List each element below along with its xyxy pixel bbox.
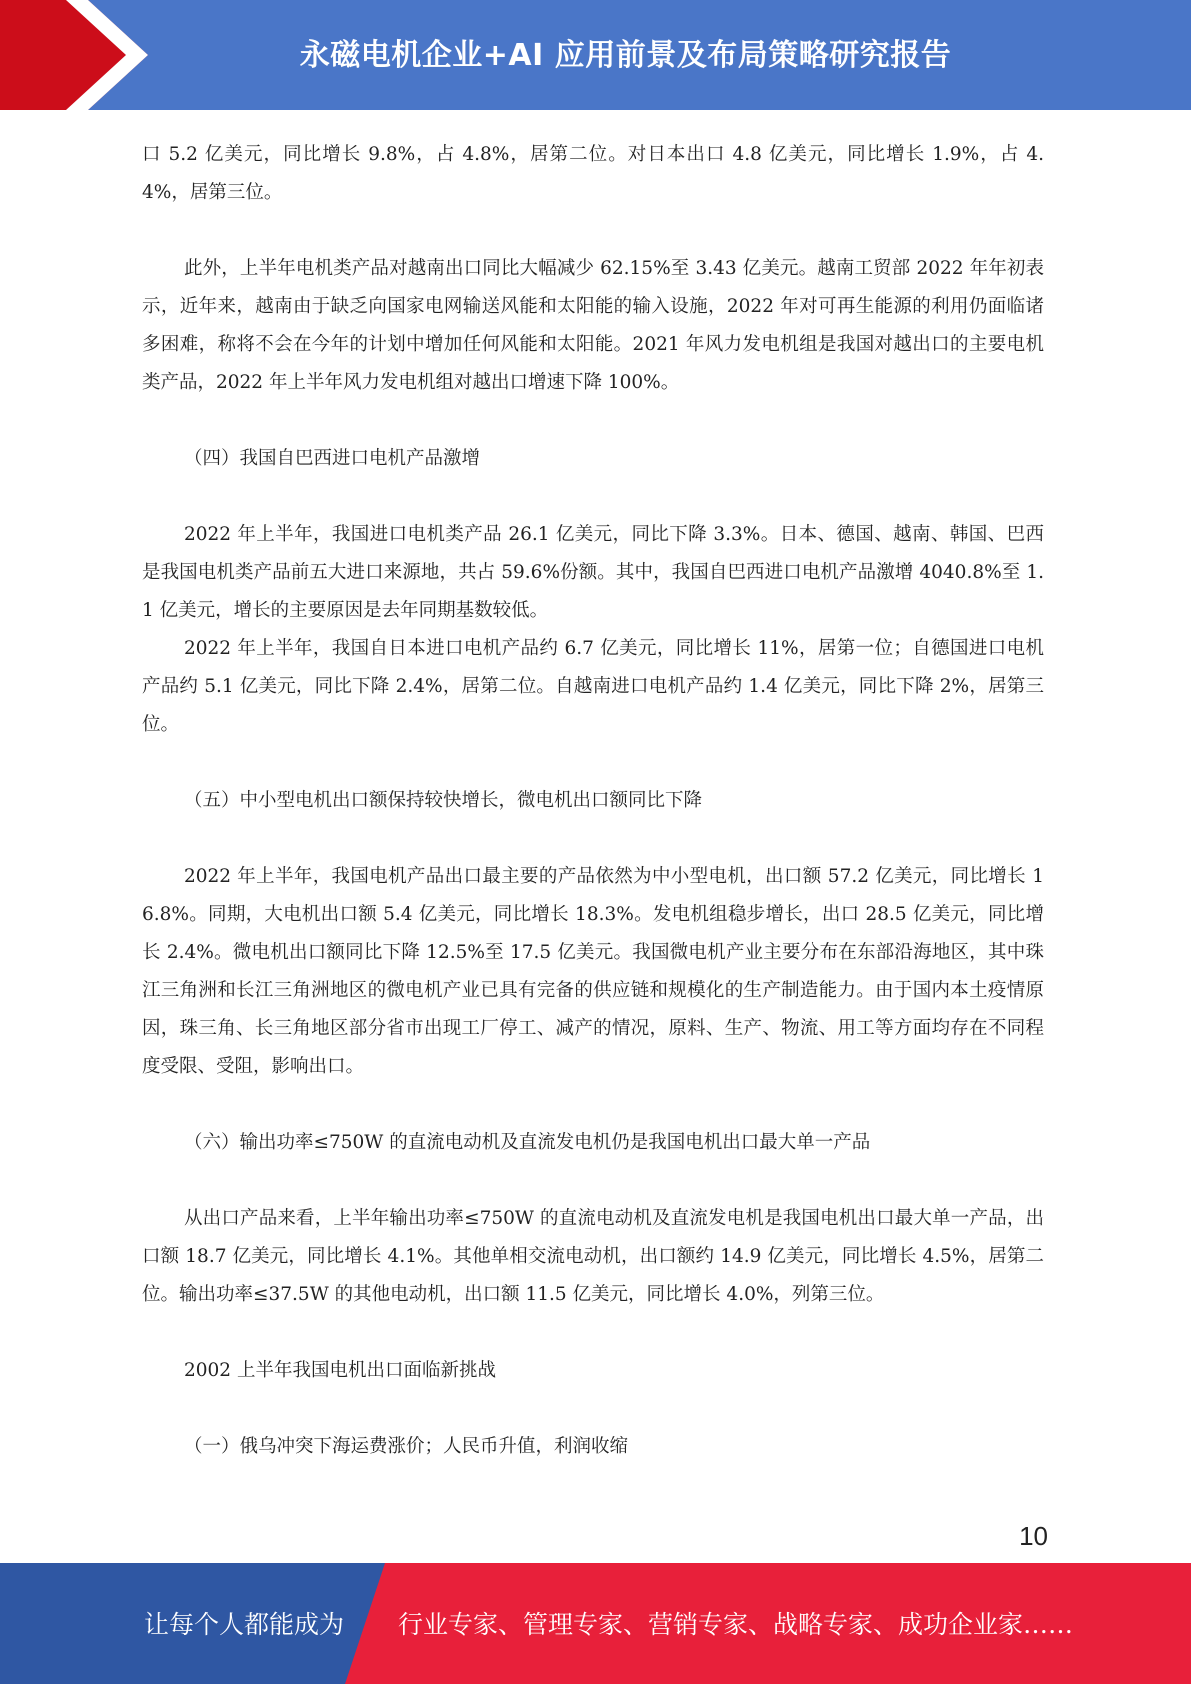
- paragraph-import-overview: 2022 年上半年，我国进口电机类产品 26.1 亿美元，同比下降 3.3%。日本、德国、越南、韩国、巴西是我国电机类产品前五大进口来源地，共占 59.6%份额。其中，我国自巴西进口电机产品激增 4040.8%至 1.1 亿美元，增长的主要原因是去年同期基数较低。: [142, 524, 1044, 621]
- footer-slogan-left: 让每个人都能成为: [144, 1610, 345, 1639]
- section-title-new-challenges: 2002 上半年我国电机出口面临新挑战: [184, 1360, 496, 1381]
- heading-small-medium-motors: （五）中小型电机出口额保持较快增长，微电机出口额同比下降: [184, 790, 703, 811]
- heading-dc-motors: （六）输出功率≤750W 的直流电动机及直流发电机仍是我国电机出口最大单一产品: [184, 1132, 871, 1153]
- page-number: 10: [1019, 1521, 1048, 1551]
- footer-slogan-right: 行业专家、管理专家、营销专家、战略专家、成功企业家……: [398, 1610, 1074, 1639]
- paragraph-small-medium-motors: 2022 年上半年，我国电机产品出口最主要的产品依然为中小型电机，出口额 57.2 亿美元，同比增长 16.8%。同期，大电机出口额 5.4 亿美元，同比增长 18.3%。发电机组稳步增长，出口 28.5 亿美元，同比增长 2.4%。微电机出口额同比下降 12.5%至 17.5 亿美元。我国微电机产业主要分布在东部沿海地区，其中珠江三角洲和长江三角洲地区的微电机产业已具有完备的供应链和规模化的生产制造能力。由于国内本土疫情原因，珠三角、长三角地区部分省市出现工厂停工、减产的情况，原料、生产、物流、用工等方面均存在不同程度受限、受阻，影响出口。: [142, 866, 1044, 1077]
- paragraph-dc-motors: 从出口产品来看，上半年输出功率≤750W 的直流电动机及直流发电机是我国电机出口最大单一产品，出口额 18.7 亿美元，同比增长 4.1%。其他单相交流电动机，出口额约 14.9 亿美元，同比增长 4.5%，居第二位。输出功率≤37.5W 的其他电动机，出口额 11.5 亿美元，同比增长 4.0%，列第三位。: [142, 1208, 1044, 1305]
- report-title: 永磁电机企业+AI 应用前景及布局策略研究报告: [299, 38, 952, 73]
- page-footer: [0, 1563, 1191, 1684]
- heading-brazil-import: （四）我国自巴西进口电机产品激增: [184, 448, 481, 469]
- paragraph-import-by-country: 2022 年上半年，我国自日本进口电机产品约 6.7 亿美元，同比增长 11%，居第一位；自德国进口电机产品约 5.1 亿美元，同比下降 2.4%，居第二位。自越南进口电机产品约 1.4 亿美元，同比下降 2%，居第三位。: [142, 638, 1044, 735]
- paragraph-vietnam-export: 此外，上半年电机类产品对越南出口同比大幅减少 62.15%至 3.43 亿美元。越南工贸部 2022 年年初表示，近年来，越南由于缺乏向国家电网输送风能和太阳能的输入设施，2022 年对可再生能源的利用仍面临诸多困难，称将不会在今年的计划中增加任何风能和太阳能。2021 年风力发电机组是我国对越出口的主要电机类产品，2022 年上半年风力发电机组对越出口增速下降 100%。: [142, 258, 1044, 393]
- heading-shipping-costs: （一）俄乌冲突下海运费涨价；人民币升值，利润收缩: [184, 1436, 629, 1457]
- paragraph-japan-export: 口 5.2 亿美元，同比增长 9.8%，占 4.8%，居第二位。对日本出口 4.8 亿美元，同比增长 1.9%，占 4.4%，居第三位。: [142, 144, 1044, 203]
- page-header: [0, 0, 1191, 110]
- document-body: [142, 136, 1044, 1466]
